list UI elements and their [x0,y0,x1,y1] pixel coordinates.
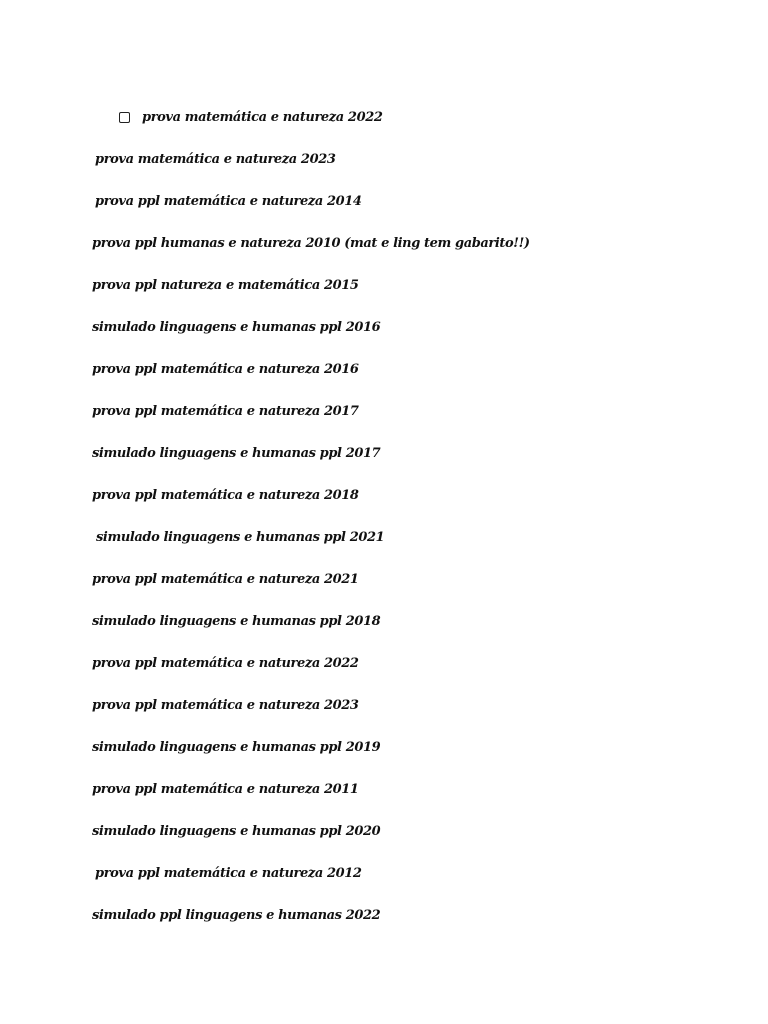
list-item: prova ppl matemática e natureza 2018 [92,488,359,503]
list-item: prova ppl matemática e natureza 2016 [92,362,359,377]
list-item: simulado linguagens e humanas ppl 2017 [92,446,381,461]
list-item: simulado linguagens e humanas ppl 2016 [92,320,381,335]
list-item: simulado linguagens e humanas ppl 2020 [92,824,381,839]
list-item: simulado linguagens e humanas ppl 2019 [92,740,381,755]
list-item: simulado ppl linguagens e humanas 2022 [92,908,381,923]
list-item: prova ppl matemática e natureza 2012 [95,866,362,881]
list-item: prova ppl natureza e matemática 2015 [92,278,359,293]
list-item: prova matemática e natureza 2023 [95,152,336,167]
list-item: prova ppl matemática e natureza 2017 [92,404,359,419]
checkbox[interactable] [119,112,130,123]
list-item: prova ppl humanas e natureza 2010 (mat e ling tem gabarito!!) [92,236,530,251]
list-item: prova ppl matemática e natureza 2023 [92,698,359,713]
list-item: prova ppl matemática e natureza 2014 [95,194,362,209]
list-item: simulado linguagens e humanas ppl 2018 [92,614,381,629]
list-item: prova ppl matemática e natureza 2011 [92,782,359,797]
list-item: prova ppl matemática e natureza 2022 [92,656,359,671]
list-item: prova matemática e natureza 2022 [142,110,383,125]
list-item: prova ppl matemática e natureza 2021 [92,572,359,587]
list-item: simulado linguagens e humanas ppl 2021 [96,530,385,545]
